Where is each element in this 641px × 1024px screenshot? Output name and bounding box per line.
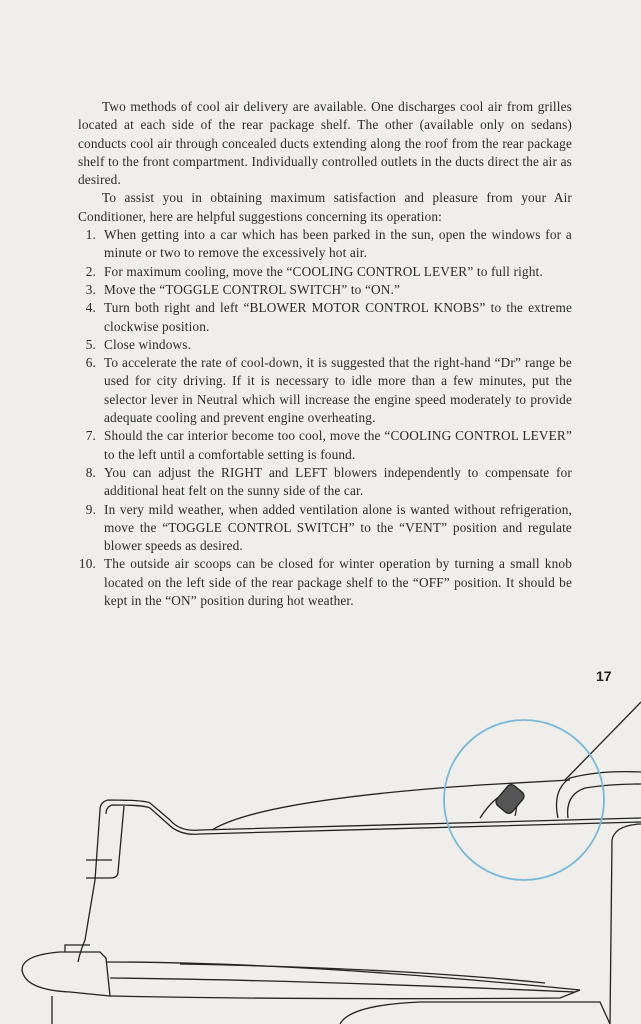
car-rear-illustration bbox=[0, 700, 641, 1024]
item-text: You can adjust the RIGHT and LEFT blowers independently to compensate for additional heat felt on the sunny side of the car. bbox=[104, 464, 572, 499]
list-item bbox=[78, 501, 572, 556]
item-number: 10. bbox=[78, 556, 96, 572]
item-number: 5. bbox=[85, 336, 96, 352]
body-text bbox=[78, 98, 572, 610]
page-number: 17 bbox=[596, 668, 612, 684]
item-number: 6. bbox=[85, 355, 96, 371]
item-text: The outside air scoops can be closed for winter operation by turning a small knob located on the left side of the rear package shelf to the “OFF” position. It should be kept in the “ON” position during hot weather. bbox=[104, 556, 572, 609]
highlight-circle bbox=[444, 720, 604, 880]
item-text: When getting into a car which has been parked in the sun, open the windows for a minute or two to remove the excessively hot air. bbox=[104, 227, 572, 261]
list-item bbox=[78, 464, 572, 501]
list-item bbox=[78, 427, 572, 464]
item-number: 9. bbox=[85, 501, 96, 517]
item-number: 1. bbox=[85, 227, 96, 243]
item-text: For maximum cooling, move the “COOLING CONTROL LEVER” to full right. bbox=[104, 263, 543, 279]
list-item bbox=[78, 263, 572, 281]
list-item bbox=[78, 336, 572, 354]
item-text: Turn both right and left “BLOWER MOTOR CONTROL KNOBS” to the extreme clockwise position. bbox=[104, 300, 572, 334]
item-number: 8. bbox=[85, 464, 96, 480]
air-scoop-knob bbox=[480, 702, 641, 818]
suggestions-intro-paragraph: To assist you in obtaining maximum satisfaction and pleasure from your Air Conditioner, here are helpful suggestions concerning its operation: bbox=[78, 190, 572, 224]
item-text: In very mild weather, when added ventilation alone is wanted without refrigeration, move the “TOGGLE CONTROL SWITCH” to the “VENT” position and regulate blower speeds as desired. bbox=[104, 501, 572, 554]
item-number: 3. bbox=[85, 281, 96, 297]
intro-paragraph: Two methods of cool air delivery are available. One discharges cool air from grilles located at each side of the rear package shelf. The other (available only on sedans) conducts cool air through concealed ducts extending along the roof from the rear package shelf to the front compartment. Individually controlled outlets in the ducts direct the air as desired. bbox=[78, 99, 572, 188]
car-body-outline bbox=[22, 780, 641, 1024]
item-text: To accelerate the rate of cool-down, it is suggested that the right-hand “Dr” range be used for city driving. If it is necessary to idle more than a few minutes, put the selector lever in Neutral which will increase the engine speed moderately to provide adequate cooling and prevent engine overheating. bbox=[104, 355, 572, 426]
item-number: 7. bbox=[85, 428, 96, 444]
list-item bbox=[78, 354, 572, 427]
list-item bbox=[78, 299, 572, 336]
list-item bbox=[78, 226, 572, 263]
item-number: 2. bbox=[85, 263, 96, 279]
item-text: Close windows. bbox=[104, 336, 192, 352]
suggestions-list bbox=[78, 226, 572, 610]
item-text: Should the car interior become too cool, move the “COOLING CONTROL LEVER” to the left until a comfortable setting is found. bbox=[104, 428, 572, 462]
item-number: 4. bbox=[85, 300, 96, 316]
item-text: Move the “TOGGLE CONTROL SWITCH” to “ON.” bbox=[104, 281, 401, 297]
list-item bbox=[78, 555, 572, 610]
list-item bbox=[78, 281, 572, 299]
